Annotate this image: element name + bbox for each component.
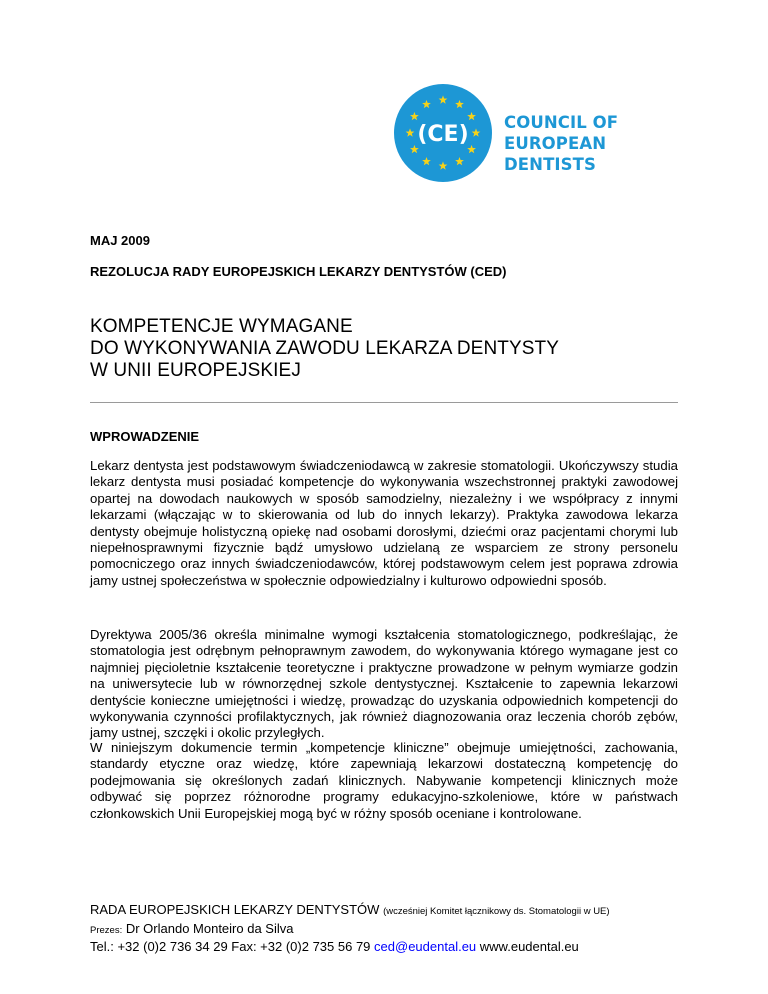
paragraph-1: Lekarz dentysta jest podstawowym świadczeniodawcą w zakresie stomatologii. Ukończywszy studia lekarz dentysta musi posiadać kompetencje do wykonywania wszechstronnej praktyki zawodowej opartej na dowodach naukowych w sposób samodzielny, niezależny i we współpracy z innymi lekarzami (włączając w to skierowania od lub do innych lekarzy). Praktyka zawodowa lekarza dentysty obejmuje holistyczną opiekę nad osobami dorosłymi, dziećmi oraz pacjentami chorymi lub niepełnosprawnymi fizycznie bądź umysłowo udzielaną ze wsparciem ze strony personelu pomocniczego oraz innych świadczeniodawców, której podstawowym celem jest poprawa zdrowia jamy ustnej społeczeństwa w społecznie odpowiedzialny i kulturowo odpowiedni sposób. — [90, 458, 678, 588]
footer-president-name: Dr Orlando Monteiro da Silva — [125, 920, 294, 936]
logo-line-1: COUNCIL OF — [504, 113, 619, 132]
footer-org-line — [90, 902, 690, 921]
title-line-3: W UNII EUROPEJSKIEJ — [90, 360, 301, 381]
divider — [90, 402, 678, 403]
footer — [90, 902, 690, 956]
document-title — [90, 316, 559, 382]
ced-emblem-icon — [394, 84, 492, 182]
document-subtitle: REZOLUCJA RADY EUROPEJSKICH LEKARZY DENTYSTÓW (CED) — [90, 264, 507, 279]
footer-org-note: (wcześniej Komitet łącznikowy ds. Stomatologii w UE) — [383, 906, 610, 917]
paragraph-2: Dyrektywa 2005/36 określa minimalne wymogi kształcenia stomatologicznego, podkreślając, że stomatologia jest odrębnym pełnoprawnym zawodem, do wykonywania którego wymagane jest co najmniej pięcioletnie kształcenie teoretyczne i praktyczne prowadzone w pełnym wymiarze godzin na uniwersytecie lub w równorzędnej szkole dentystycznej. Kształcenie to zapewnia lekarzowi dentyście konieczne umiejętności i wiedzę, prowadząc do uzyskania odpowiednich kompetencji do wykonywania czynności profilaktycznych, jak również diagnozowania oraz leczenia chorób zębów, jamy ustnej, szczęki i okolic przyległych. — [90, 627, 678, 741]
footer-org: RADA EUROPEJSKICH LEKARZY DENTYSTÓW — [90, 902, 380, 917]
logo-line-2: EUROPEAN DENTISTS — [504, 134, 607, 174]
footer-president-label: Prezes: — [90, 924, 123, 936]
title-line-2: DO WYKONYWANIA ZAWODU LEKARZA DENTYSTY — [90, 338, 560, 359]
title-line-1: KOMPETENCJE WYMAGANE — [90, 316, 353, 337]
footer-president-line — [90, 921, 690, 940]
footer-website-link[interactable]: www.eudental.eu — [479, 939, 579, 954]
paragraph-3: W niniejszym dokumencie termin „kompetencje kliniczne” obejmuje umiejętności, zachowania, standardy etyczne oraz wiedzę, które zapewniają lekarzowi dostateczną kompetencję do podejmowania się określonych zadań klinicznych. Nabywanie kompetencji klinicznych może odbywać się poprzez różnorodne programy edukacyjno-szkoleniowe, które w państwach członkowskich Unii Europejskiej mogą być w różny sposób oceniane i kontrolowane. — [90, 740, 678, 821]
emblem-text: (CE) — [417, 122, 469, 147]
ced-logo — [394, 84, 694, 184]
section-heading: WPROWADZENIE — [90, 429, 200, 444]
footer-email-link[interactable]: ced@eudental.eu — [374, 939, 477, 954]
footer-contact: Tel.: +32 (0)2 736 34 29 Fax: +32 (0)2 735 56 79 — [90, 939, 371, 954]
footer-contact-line — [90, 939, 690, 956]
document-date: MAJ 2009 — [90, 233, 150, 248]
logo-wordmark — [504, 112, 694, 175]
